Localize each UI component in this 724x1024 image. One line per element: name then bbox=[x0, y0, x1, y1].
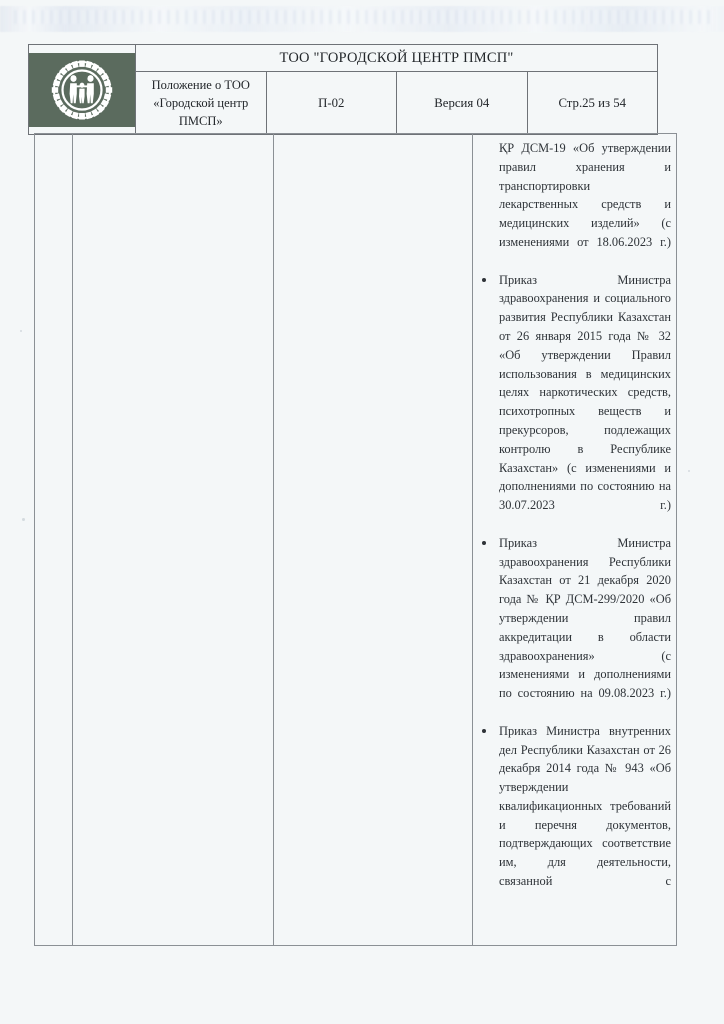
organization-logo bbox=[29, 53, 135, 127]
table-cell-column-b bbox=[274, 134, 473, 946]
reference-list bbox=[480, 139, 671, 910]
scan-artifact-texture bbox=[14, 10, 714, 24]
document-name-cell: Положение о ТОО «Городской центр ПМСП» bbox=[136, 72, 267, 135]
references-content bbox=[473, 134, 676, 910]
family-in-gear-logo-icon bbox=[47, 59, 117, 121]
scan-speck bbox=[22, 518, 25, 521]
logo-cell bbox=[29, 45, 136, 135]
scan-speck bbox=[688, 470, 690, 472]
document-header-table bbox=[28, 44, 658, 135]
list-item: Приказ Министра здравоохранения Республики Казахстан от 21 декабря 2020 года № ҚР ДСМ-299/2020 «Об утверждении правил аккредитации в области здравоохранения» (с изменениями и дополнениями по состоянию на 09.08.2023 г.) bbox=[480, 534, 671, 722]
list-item: ҚР ДСМ-19 «Об утверждении правил хранения и транспортировки лекарственных средств и медицинских изделий» (с изменениями от 18.06.2023 г.) bbox=[499, 141, 671, 249]
table-cell-number bbox=[35, 134, 73, 946]
table-cell-references bbox=[473, 134, 677, 946]
list-item: Приказ Министра внутренних дел Республики Казахстан от 26 декабря 2014 года № 943 «Об утверждении квалификационных требований и перечня документов, подтверждающих соответствие им, для деятельности, связанной с bbox=[480, 722, 671, 910]
page-number-cell: Стр.25 из 54 bbox=[527, 72, 658, 135]
organization-title: ТОО "ГОРОДСКОЙ ЦЕНТР ПМСП" bbox=[136, 45, 658, 72]
list-item: Приказ Министра здравоохранения и социального развития Республики Казахстан от 26 января 2015 года № 32 «Об утверждении Правил использования в медицинских целях наркотических средств, психотропных веществ и прекурсоров, подлежащих контролю в Республике Казахстан» (с изменениями и дополнениями по состоянию на 30.07.2023 г.) bbox=[480, 271, 671, 534]
document-version-cell: Версия 04 bbox=[397, 72, 528, 135]
scan-speck bbox=[20, 330, 22, 332]
table-cell-column-a bbox=[73, 134, 274, 946]
document-code-cell: П-02 bbox=[266, 72, 397, 135]
content-table bbox=[34, 133, 677, 946]
